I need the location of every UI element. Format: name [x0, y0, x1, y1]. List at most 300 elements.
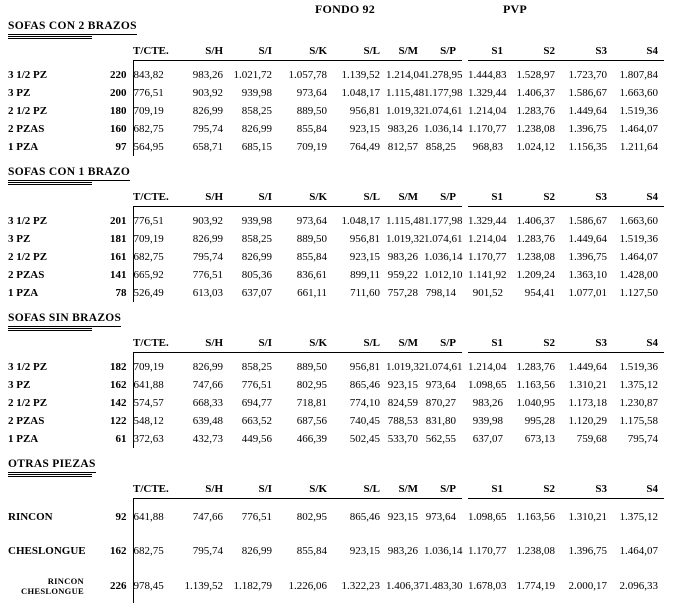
- row-label: 2 1/2 PZ: [8, 394, 92, 412]
- price-value: 1.663,60: [613, 84, 664, 102]
- price-value: 776,51: [229, 376, 278, 394]
- price-value: 668,33: [169, 394, 229, 412]
- fondo-value: 162: [92, 533, 133, 567]
- group-header-pvp: PVP: [455, 2, 575, 17]
- fondo-value: 201: [92, 207, 133, 231]
- price-value: 973,64: [424, 499, 462, 534]
- price-value: 1.449,64: [561, 102, 613, 120]
- price-value: 826,99: [169, 230, 229, 248]
- fondo-value: 141: [92, 266, 133, 284]
- column-header: S/M: [386, 480, 424, 499]
- price-value: 1.310,21: [561, 376, 613, 394]
- column-header: S1: [468, 42, 509, 61]
- price-value: 776,51: [169, 266, 229, 284]
- table-row: [8, 102, 664, 120]
- column-header-row: [8, 334, 664, 353]
- price-value: 1.329,44: [468, 84, 509, 102]
- column-header: S2: [509, 480, 561, 499]
- fondo-value: 181: [92, 230, 133, 248]
- price-value: 1.375,12: [613, 376, 664, 394]
- column-header: S/H: [169, 334, 229, 353]
- price-value: 776,51: [133, 84, 169, 102]
- price-value: 709,19: [278, 138, 333, 156]
- section-title: SOFAS CON 1 BRAZO: [8, 166, 130, 181]
- price-value: 665,92: [133, 266, 169, 284]
- table-row: [8, 61, 664, 85]
- price-value: 1.310,21: [561, 499, 613, 534]
- price-value: 1.048,17: [333, 84, 386, 102]
- price-value: 1.363,10: [561, 266, 613, 284]
- price-value: 1.115,48: [386, 84, 424, 102]
- price-value: 466,39: [278, 430, 333, 448]
- price-table: [8, 480, 664, 603]
- price-value: 1.021,72: [229, 61, 278, 85]
- column-header: S/P: [424, 42, 462, 61]
- price-value: 826,99: [169, 102, 229, 120]
- row-label: 1 PZA: [8, 430, 92, 448]
- fondo-value: 122: [92, 412, 133, 430]
- price-value: 983,26: [468, 394, 509, 412]
- fondo-value: 160: [92, 120, 133, 138]
- price-value: 788,53: [386, 412, 424, 430]
- price-value: 1.483,30: [424, 567, 462, 603]
- price-value: 1.156,35: [561, 138, 613, 156]
- price-value: 1.175,58: [613, 412, 664, 430]
- column-header: S/L: [333, 188, 386, 207]
- column-header: S/L: [333, 334, 386, 353]
- section-title: SOFAS SIN BRAZOS: [8, 312, 121, 327]
- price-value: 548,12: [133, 412, 169, 430]
- column-header: T/CTE.: [133, 42, 169, 61]
- price-value: 774,10: [333, 394, 386, 412]
- price-value: 1.283,76: [509, 353, 561, 377]
- price-value: 574,57: [133, 394, 169, 412]
- table-row: [8, 376, 664, 394]
- fondo-column-header: [92, 334, 133, 353]
- price-value: 1.464,07: [613, 248, 664, 266]
- price-table: [8, 42, 664, 156]
- column-header: S1: [468, 334, 509, 353]
- price-value: 855,84: [278, 248, 333, 266]
- price-table: [8, 334, 664, 448]
- price-value: 1.774,19: [509, 567, 561, 603]
- price-value: 709,19: [133, 353, 169, 377]
- price-value: 694,77: [229, 394, 278, 412]
- column-header: T/CTE.: [133, 188, 169, 207]
- price-value: 682,75: [133, 120, 169, 138]
- table-row: [8, 284, 664, 302]
- price-value: 802,95: [278, 376, 333, 394]
- fondo-value: 161: [92, 248, 133, 266]
- section-title-wrap: [8, 456, 673, 477]
- price-value: 870,27: [424, 394, 462, 412]
- price-value: 1.528,97: [509, 61, 561, 85]
- price-value: 562,55: [424, 430, 462, 448]
- price-value: 1.230,87: [613, 394, 664, 412]
- row-label: 1 PZA: [8, 284, 92, 302]
- price-value: 805,36: [229, 266, 278, 284]
- fondo-value: 61: [92, 430, 133, 448]
- price-value: 1.406,37: [509, 84, 561, 102]
- table-row: [8, 138, 664, 156]
- price-value: 812,57: [386, 138, 424, 156]
- price-value: 2.096,33: [613, 567, 664, 603]
- fondo-column-header: [92, 42, 133, 61]
- price-value: 1.098,65: [468, 376, 509, 394]
- price-value: 1.177,98: [424, 207, 462, 231]
- price-value: 1.019,32: [386, 230, 424, 248]
- price-value: 831,80: [424, 412, 462, 430]
- price-value: 432,73: [169, 430, 229, 448]
- label-column-header: [8, 480, 92, 499]
- price-value: 1.170,77: [468, 120, 509, 138]
- price-value: 372,63: [133, 430, 169, 448]
- price-value: 1.141,92: [468, 266, 509, 284]
- price-value: 865,46: [333, 499, 386, 534]
- price-value: 978,45: [133, 567, 169, 603]
- price-value: 1.209,24: [509, 266, 561, 284]
- column-header: S2: [509, 188, 561, 207]
- price-value: 1.723,70: [561, 61, 613, 85]
- price-value: 776,51: [133, 207, 169, 231]
- label-column-header: [8, 334, 92, 353]
- price-table: [8, 188, 664, 302]
- row-label: 3 PZ: [8, 84, 92, 102]
- price-value: 1.322,23: [333, 567, 386, 603]
- price-value: 923,15: [333, 248, 386, 266]
- price-value: 795,74: [169, 248, 229, 266]
- row-label: 2 PZAS: [8, 120, 92, 138]
- column-header: S/K: [278, 334, 333, 353]
- price-value: 526,49: [133, 284, 169, 302]
- price-value: 1.115,48: [386, 207, 424, 231]
- price-value: 798,14: [424, 284, 462, 302]
- price-value: 983,26: [386, 533, 424, 567]
- column-header: S/P: [424, 334, 462, 353]
- column-header-row: [8, 42, 664, 61]
- column-header: S4: [613, 480, 664, 499]
- price-value: 1.519,36: [613, 102, 664, 120]
- column-header: S/M: [386, 42, 424, 61]
- price-value: 968,83: [468, 138, 509, 156]
- price-value: 1.283,76: [509, 102, 561, 120]
- price-value: 1.074,61: [424, 353, 462, 377]
- price-value: 1.036,14: [424, 248, 462, 266]
- price-value: 613,03: [169, 284, 229, 302]
- price-value: 709,19: [133, 230, 169, 248]
- price-value: 795,74: [613, 430, 664, 448]
- fondo-column-header: [92, 188, 133, 207]
- section-title-wrap: [8, 310, 673, 331]
- price-value: 1.211,64: [613, 138, 664, 156]
- price-value: 1.586,67: [561, 84, 613, 102]
- price-value: 954,41: [509, 284, 561, 302]
- price-rows: [8, 499, 664, 603]
- column-header: S/M: [386, 334, 424, 353]
- column-header: S/P: [424, 480, 462, 499]
- price-value: 1.077,01: [561, 284, 613, 302]
- price-value: 973,64: [278, 84, 333, 102]
- price-value: 1.226,06: [278, 567, 333, 603]
- price-value: 1.036,14: [424, 120, 462, 138]
- price-value: 973,64: [424, 376, 462, 394]
- section-double-rule: [8, 36, 92, 39]
- price-value: 1.238,08: [509, 120, 561, 138]
- price-value: 711,60: [333, 284, 386, 302]
- price-value: 1.163,56: [509, 376, 561, 394]
- column-header: S/I: [229, 188, 278, 207]
- price-value: 1.214,04: [468, 353, 509, 377]
- price-value: 899,11: [333, 266, 386, 284]
- price-value: 641,88: [133, 499, 169, 534]
- row-label: 3 PZ: [8, 376, 92, 394]
- price-value: 1.019,32: [386, 102, 424, 120]
- sections-container: [8, 18, 673, 603]
- price-value: 1.464,07: [613, 533, 664, 567]
- price-value: 795,74: [169, 120, 229, 138]
- price-value: 1.170,77: [468, 248, 509, 266]
- table-row: [8, 207, 664, 231]
- fondo-value: 182: [92, 353, 133, 377]
- price-value: 973,64: [278, 207, 333, 231]
- price-value: 1.139,52: [169, 567, 229, 603]
- fondo-value: 92: [92, 499, 133, 534]
- price-value: 759,68: [561, 430, 613, 448]
- table-row: [8, 248, 664, 266]
- row-label: RINCON: [8, 499, 92, 534]
- price-value: 1.396,75: [561, 248, 613, 266]
- price-value: 1.048,17: [333, 207, 386, 231]
- price-section: [8, 456, 673, 603]
- price-value: 685,15: [229, 138, 278, 156]
- price-value: 956,81: [333, 102, 386, 120]
- price-value: 637,07: [229, 284, 278, 302]
- table-row: [8, 499, 664, 534]
- table-row: [8, 230, 664, 248]
- table-row: [8, 430, 664, 448]
- price-value: 1.283,76: [509, 230, 561, 248]
- column-header-row: [8, 480, 664, 499]
- price-value: 1.057,78: [278, 61, 333, 85]
- price-value: 903,92: [169, 84, 229, 102]
- price-value: 995,28: [509, 412, 561, 430]
- label-column-header: [8, 188, 92, 207]
- price-value: 1.012,10: [424, 266, 462, 284]
- price-value: 858,25: [229, 102, 278, 120]
- price-value: 1.586,67: [561, 207, 613, 231]
- table-row: [8, 394, 664, 412]
- section-double-rule: [8, 474, 92, 477]
- table-row: [8, 266, 664, 284]
- price-value: 1.406,37: [386, 567, 424, 603]
- price-value: 1.214,04: [468, 230, 509, 248]
- column-header: S/I: [229, 334, 278, 353]
- row-label: RINCON CHESLONGUE: [8, 567, 92, 603]
- price-value: 956,81: [333, 230, 386, 248]
- price-value: 855,84: [278, 120, 333, 138]
- price-value: 682,75: [133, 533, 169, 567]
- price-value: 1.036,14: [424, 533, 462, 567]
- price-value: 533,70: [386, 430, 424, 448]
- price-value: 747,66: [169, 376, 229, 394]
- group-header-fondo: FONDO 92: [285, 2, 405, 17]
- column-header: S/K: [278, 188, 333, 207]
- price-value: 1.444,83: [468, 61, 509, 85]
- row-label: 2 1/2 PZ: [8, 102, 92, 120]
- table-row: [8, 120, 664, 138]
- column-header: S3: [561, 334, 613, 353]
- price-value: 718,81: [278, 394, 333, 412]
- price-value: 747,66: [169, 499, 229, 534]
- price-value: 858,25: [229, 353, 278, 377]
- table-row: [8, 353, 664, 377]
- price-value: 740,45: [333, 412, 386, 430]
- fondo-value: 78: [92, 284, 133, 302]
- price-value: 709,19: [133, 102, 169, 120]
- price-value: 1.449,64: [561, 230, 613, 248]
- column-header: S/K: [278, 42, 333, 61]
- column-header: S4: [613, 42, 664, 61]
- price-section: [8, 18, 673, 156]
- price-value: 2.000,17: [561, 567, 613, 603]
- price-value: 923,15: [386, 499, 424, 534]
- price-value: 923,15: [333, 120, 386, 138]
- price-value: 687,56: [278, 412, 333, 430]
- price-value: 795,74: [169, 533, 229, 567]
- price-value: 956,81: [333, 353, 386, 377]
- column-header: S/H: [169, 188, 229, 207]
- price-value: 1.428,00: [613, 266, 664, 284]
- price-value: 1.182,79: [229, 567, 278, 603]
- section-title-wrap: [8, 18, 673, 39]
- row-label: 3 1/2 PZ: [8, 61, 92, 85]
- price-value: 923,15: [386, 376, 424, 394]
- price-value: 903,92: [169, 207, 229, 231]
- price-value: 1.040,95: [509, 394, 561, 412]
- price-section: [8, 310, 673, 448]
- row-label: CHESLONGUE: [8, 533, 92, 567]
- price-value: 1.238,08: [509, 248, 561, 266]
- price-value: 983,26: [169, 61, 229, 85]
- price-value: 983,26: [386, 120, 424, 138]
- column-header: T/CTE.: [133, 334, 169, 353]
- price-value: 889,50: [278, 230, 333, 248]
- price-value: 865,46: [333, 376, 386, 394]
- price-value: 923,15: [333, 533, 386, 567]
- price-value: 1.807,84: [613, 61, 664, 85]
- fondo-value: 180: [92, 102, 133, 120]
- price-value: 1.173,18: [561, 394, 613, 412]
- section-title: OTRAS PIEZAS: [8, 458, 96, 473]
- price-value: 1.074,61: [424, 102, 462, 120]
- price-value: 1.329,44: [468, 207, 509, 231]
- row-label: 1 PZA: [8, 138, 92, 156]
- section-double-rule: [8, 328, 92, 331]
- price-value: 889,50: [278, 102, 333, 120]
- column-header: S3: [561, 42, 613, 61]
- price-value: 1.663,60: [613, 207, 664, 231]
- fondo-value: 97: [92, 138, 133, 156]
- row-label: 2 PZAS: [8, 412, 92, 430]
- price-value: 1.449,64: [561, 353, 613, 377]
- price-value: 826,99: [169, 353, 229, 377]
- fondo-value: 220: [92, 61, 133, 85]
- price-value: 1.019,32: [386, 353, 424, 377]
- price-value: 637,07: [468, 430, 509, 448]
- column-header: T/CTE.: [133, 480, 169, 499]
- column-header: S/H: [169, 42, 229, 61]
- price-value: 889,50: [278, 353, 333, 377]
- price-value: 1.678,03: [468, 567, 509, 603]
- fondo-column-header: [92, 480, 133, 499]
- price-value: 843,82: [133, 61, 169, 85]
- price-value: 1.139,52: [333, 61, 386, 85]
- column-header: S/L: [333, 42, 386, 61]
- price-value: 939,98: [229, 207, 278, 231]
- price-value: 826,99: [229, 533, 278, 567]
- price-rows: [8, 353, 664, 449]
- fondo-value: 200: [92, 84, 133, 102]
- price-value: 858,25: [229, 230, 278, 248]
- price-rows: [8, 61, 664, 157]
- label-column-header: [8, 42, 92, 61]
- column-header: S/H: [169, 480, 229, 499]
- price-value: 764,49: [333, 138, 386, 156]
- price-value: 1.375,12: [613, 499, 664, 534]
- column-header: S1: [468, 188, 509, 207]
- column-header: S2: [509, 42, 561, 61]
- column-header: S/M: [386, 188, 424, 207]
- price-value: 901,52: [468, 284, 509, 302]
- price-value: 502,45: [333, 430, 386, 448]
- price-value: 824,59: [386, 394, 424, 412]
- price-value: 1.464,07: [613, 120, 664, 138]
- table-row: [8, 412, 664, 430]
- price-value: 1.098,65: [468, 499, 509, 534]
- price-value: 1.214,04: [468, 102, 509, 120]
- price-value: 673,13: [509, 430, 561, 448]
- price-value: 1.177,98: [424, 84, 462, 102]
- column-header: S3: [561, 480, 613, 499]
- price-value: 1.024,12: [509, 138, 561, 156]
- price-value: 1.120,29: [561, 412, 613, 430]
- price-value: 802,95: [278, 499, 333, 534]
- price-value: 855,84: [278, 533, 333, 567]
- column-header-row: [8, 188, 664, 207]
- price-value: 1.074,61: [424, 230, 462, 248]
- price-value: 1.163,56: [509, 499, 561, 534]
- price-value: 1.170,77: [468, 533, 509, 567]
- price-section: [8, 164, 673, 302]
- row-label: 3 PZ: [8, 230, 92, 248]
- price-value: 658,71: [169, 138, 229, 156]
- price-value: 1.396,75: [561, 533, 613, 567]
- price-rows: [8, 207, 664, 303]
- section-title: SOFAS CON 2 BRAZOS: [8, 20, 137, 35]
- column-header: S/I: [229, 42, 278, 61]
- price-value: 641,88: [133, 376, 169, 394]
- column-group-headers: [8, 2, 673, 18]
- price-value: 983,26: [386, 248, 424, 266]
- fondo-value: 142: [92, 394, 133, 412]
- price-value: 858,25: [424, 138, 462, 156]
- fondo-value: 226: [92, 567, 133, 603]
- price-value: 826,99: [229, 120, 278, 138]
- column-header: S/I: [229, 480, 278, 499]
- row-label: 3 1/2 PZ: [8, 207, 92, 231]
- price-value: 1.406,37: [509, 207, 561, 231]
- row-label: 2 PZAS: [8, 266, 92, 284]
